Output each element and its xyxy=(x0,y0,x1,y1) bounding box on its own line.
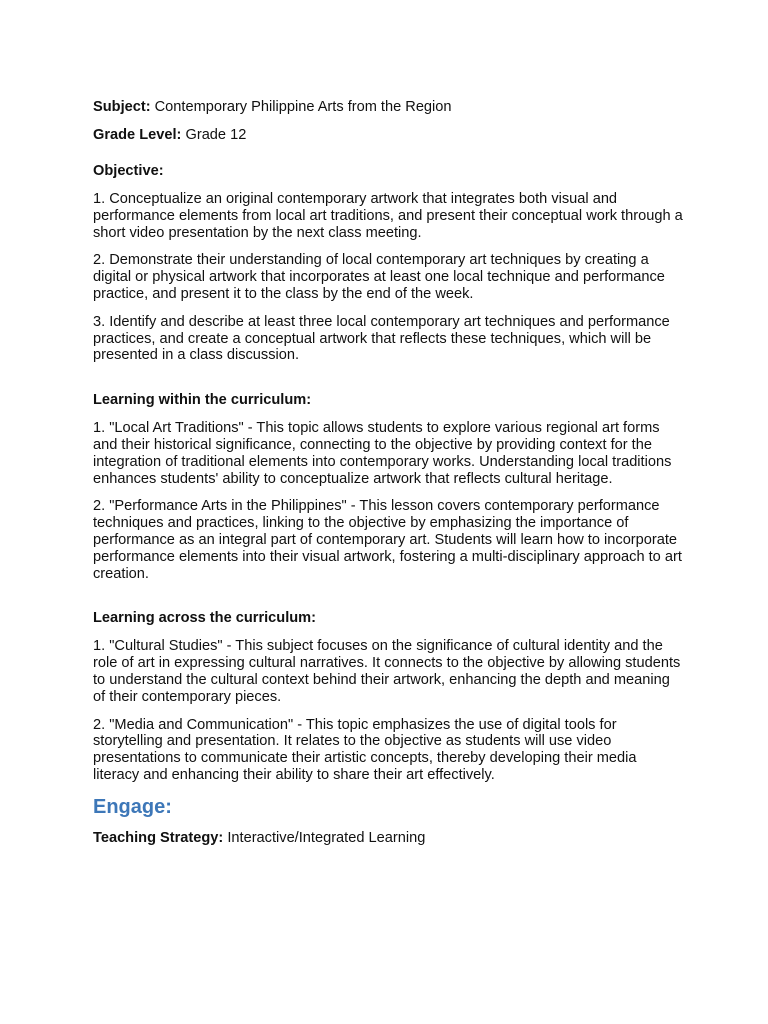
objective-heading: Objective: xyxy=(93,163,164,179)
objective-item: 2. Demonstrate their understanding of local contemporary art techniques by creating a digital or physical artwork that incorporates at least one local technique and performance practice, and present it to the class by the end of the week. xyxy=(93,252,665,302)
subject-line xyxy=(93,99,683,116)
grade-value: Grade 12 xyxy=(185,127,247,143)
across-curriculum-item: 1. "Cultural Studies" - This subject focuses on the significance of cultural identity and the role of art in expressing cultural narratives. It connects to the objective by allowing students to understand the cultural context behind their artwork, enhancing the depth and meaning of their contemporary pieces. xyxy=(93,638,681,705)
teaching-strategy-value: Interactive/Integrated Learning xyxy=(227,829,426,846)
objective-item: 1. Conceptualize an original contemporary artwork that integrates both visual and performance elements from local art traditions, and present their conceptual work through a short video presentation by the next class meeting. xyxy=(93,191,683,241)
across-curriculum-heading: Learning across the curriculum: xyxy=(93,610,317,627)
within-curriculum-item: 2. "Performance Arts in the Philippines" - This lesson covers contemporary performance techniques and practices, linking to the objective by emphasizing the importance of performance as an integral part of contemporary art. Students will learn how to incorporate performance elements into their visual artwork, fostering a multi-disciplinary approach to art creation. xyxy=(93,498,682,582)
subject-label: Subject: xyxy=(93,99,151,115)
teaching-strategy-line xyxy=(93,830,683,847)
grade-label: Grade Level: xyxy=(93,127,182,143)
within-curriculum-heading: Learning within the curriculum: xyxy=(93,392,312,409)
grade-line xyxy=(93,127,683,144)
objective-item: 3. Identify and describe at least three local contemporary art techniques and performance practices, and create a conceptual artwork that reflects these techniques, which will be presented in a class discussion. xyxy=(93,313,670,364)
subject-value: Contemporary Philippine Arts from the Region xyxy=(154,99,452,115)
teaching-strategy-label: Teaching Strategy: xyxy=(93,829,224,846)
engage-heading: Engage: xyxy=(93,795,172,818)
document-page xyxy=(93,99,683,858)
across-curriculum-item: 2. "Media and Communication" - This topic emphasizes the use of digital tools for storytelling and presentation. It relates to the objective as students will use video presentations to communicate their artistic concepts, thereby developing their media literacy and enhancing their ability to share their art effectively. xyxy=(93,716,637,783)
within-curriculum-item: 1. "Local Art Traditions" - This topic allows students to explore various regional art forms and their historical significance, connecting to the objective by providing context for the integration of traditional elements into contemporary works. Understanding local traditions enhances students' ability to conceptualize artwork that reflects cultural heritage. xyxy=(93,420,672,487)
